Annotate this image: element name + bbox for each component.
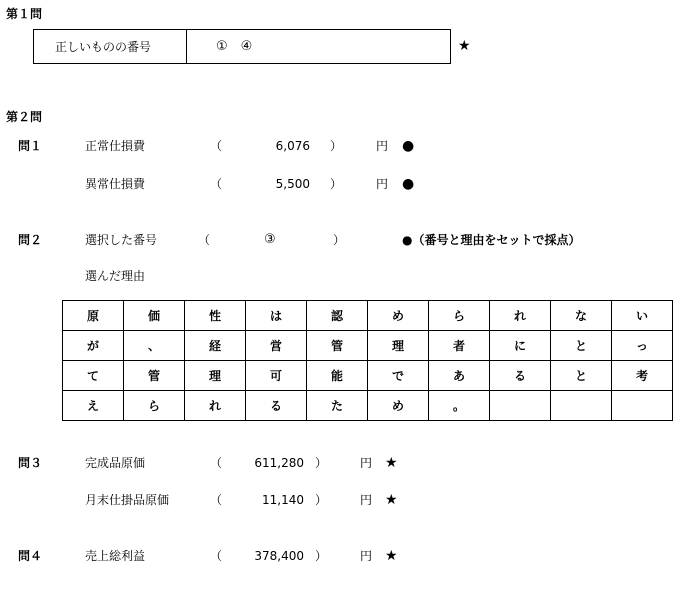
- grid-cell: て: [63, 361, 124, 391]
- grid-cell: [612, 391, 673, 421]
- q2-part1-label: 問１: [18, 139, 43, 153]
- grid-cell: め: [368, 391, 429, 421]
- open-paren: （: [210, 493, 223, 507]
- grid-cell: と: [551, 331, 612, 361]
- grid-cell: あ: [429, 361, 490, 391]
- q2-part2-value: ③: [264, 232, 276, 247]
- close-paren: ）: [333, 233, 346, 247]
- grid-cell: れ: [490, 301, 551, 331]
- grid-cell: え: [63, 391, 124, 421]
- row-value: 11,140: [262, 493, 304, 507]
- grid-cell: 、: [124, 331, 185, 361]
- grid-cell: 理: [368, 331, 429, 361]
- reason-grid: [62, 300, 673, 421]
- q1-divider: [186, 30, 187, 63]
- unit-yen: 円: [360, 456, 373, 470]
- close-paren: ）: [315, 549, 328, 563]
- q2-part2-label: 問２: [18, 233, 43, 247]
- grid-cell: 者: [429, 331, 490, 361]
- open-paren: （: [210, 549, 223, 563]
- grid-cell: 認: [307, 301, 368, 331]
- reason-label: 選んだ理由: [85, 269, 146, 283]
- q2-part3-label: 問３: [18, 456, 43, 470]
- grid-cell: 原: [63, 301, 124, 331]
- q2-part4-label: 問４: [18, 549, 43, 563]
- grid-cell: ら: [124, 391, 185, 421]
- grid-cell: 理: [185, 361, 246, 391]
- q2-part2-item: 選択した番号: [85, 233, 158, 247]
- row-item: 異常仕損費: [85, 177, 146, 191]
- open-paren: （: [210, 177, 223, 191]
- star-mark: ★: [385, 455, 398, 471]
- open-paren: （: [210, 456, 223, 470]
- grid-cell: な: [551, 301, 612, 331]
- unit-yen: 円: [360, 549, 373, 563]
- close-paren: ）: [330, 139, 343, 153]
- close-paren: ）: [315, 493, 328, 507]
- grid-cell: い: [612, 301, 673, 331]
- row-value: 6,076: [275, 139, 310, 153]
- q1-label: 正しいものの番号: [55, 40, 152, 54]
- unit-yen: 円: [376, 139, 389, 153]
- grid-cell: 経: [185, 331, 246, 361]
- star-mark: ★: [385, 492, 398, 508]
- circle-mark: ●: [402, 176, 415, 192]
- grid-cell: る: [246, 391, 307, 421]
- grid-cell: れ: [185, 391, 246, 421]
- row-item: 月末仕掛品原価: [85, 493, 170, 507]
- grid-cell: 可: [246, 361, 307, 391]
- circle-mark: ●: [402, 138, 415, 154]
- q1-star-mark: ★: [458, 38, 471, 54]
- grid-cell: 管: [307, 331, 368, 361]
- row-item: 正常仕損費: [85, 139, 146, 153]
- star-mark: ★: [385, 548, 398, 564]
- row-value: 378,400: [254, 549, 304, 563]
- grid-cell: が: [63, 331, 124, 361]
- grid-cell: た: [307, 391, 368, 421]
- open-paren: （: [198, 233, 211, 247]
- grid-row: [63, 361, 673, 391]
- row-value: 611,280: [254, 456, 304, 470]
- row-item: 売上総利益: [85, 549, 146, 563]
- q2-part2-note: ●（番号と理由をセットで採点）: [402, 233, 581, 247]
- grid-cell: 管: [124, 361, 185, 391]
- grid-cell: る: [490, 361, 551, 391]
- grid-row: [63, 301, 673, 331]
- grid-cell: 。: [429, 391, 490, 421]
- unit-yen: 円: [360, 493, 373, 507]
- q2-heading: 第２問: [6, 110, 43, 124]
- grid-cell: め: [368, 301, 429, 331]
- close-paren: ）: [330, 177, 343, 191]
- grid-cell: っ: [612, 331, 673, 361]
- q1-answer: ① ④: [216, 39, 253, 54]
- grid-cell: [490, 391, 551, 421]
- grid-cell: は: [246, 301, 307, 331]
- unit-yen: 円: [376, 177, 389, 191]
- grid-row: [63, 331, 673, 361]
- grid-cell: 能: [307, 361, 368, 391]
- grid-cell: と: [551, 361, 612, 391]
- grid-row: [63, 391, 673, 421]
- grid-cell: 考: [612, 361, 673, 391]
- row-value: 5,500: [275, 177, 310, 191]
- grid-cell: 営: [246, 331, 307, 361]
- grid-cell: に: [490, 331, 551, 361]
- open-paren: （: [210, 139, 223, 153]
- grid-cell: 価: [124, 301, 185, 331]
- grid-cell: [551, 391, 612, 421]
- row-item: 完成品原価: [85, 456, 146, 470]
- close-paren: ）: [315, 456, 328, 470]
- q1-answer-box: [33, 29, 451, 64]
- grid-cell: 性: [185, 301, 246, 331]
- grid-cell: で: [368, 361, 429, 391]
- grid-cell: ら: [429, 301, 490, 331]
- q1-heading: 第１問: [6, 7, 43, 21]
